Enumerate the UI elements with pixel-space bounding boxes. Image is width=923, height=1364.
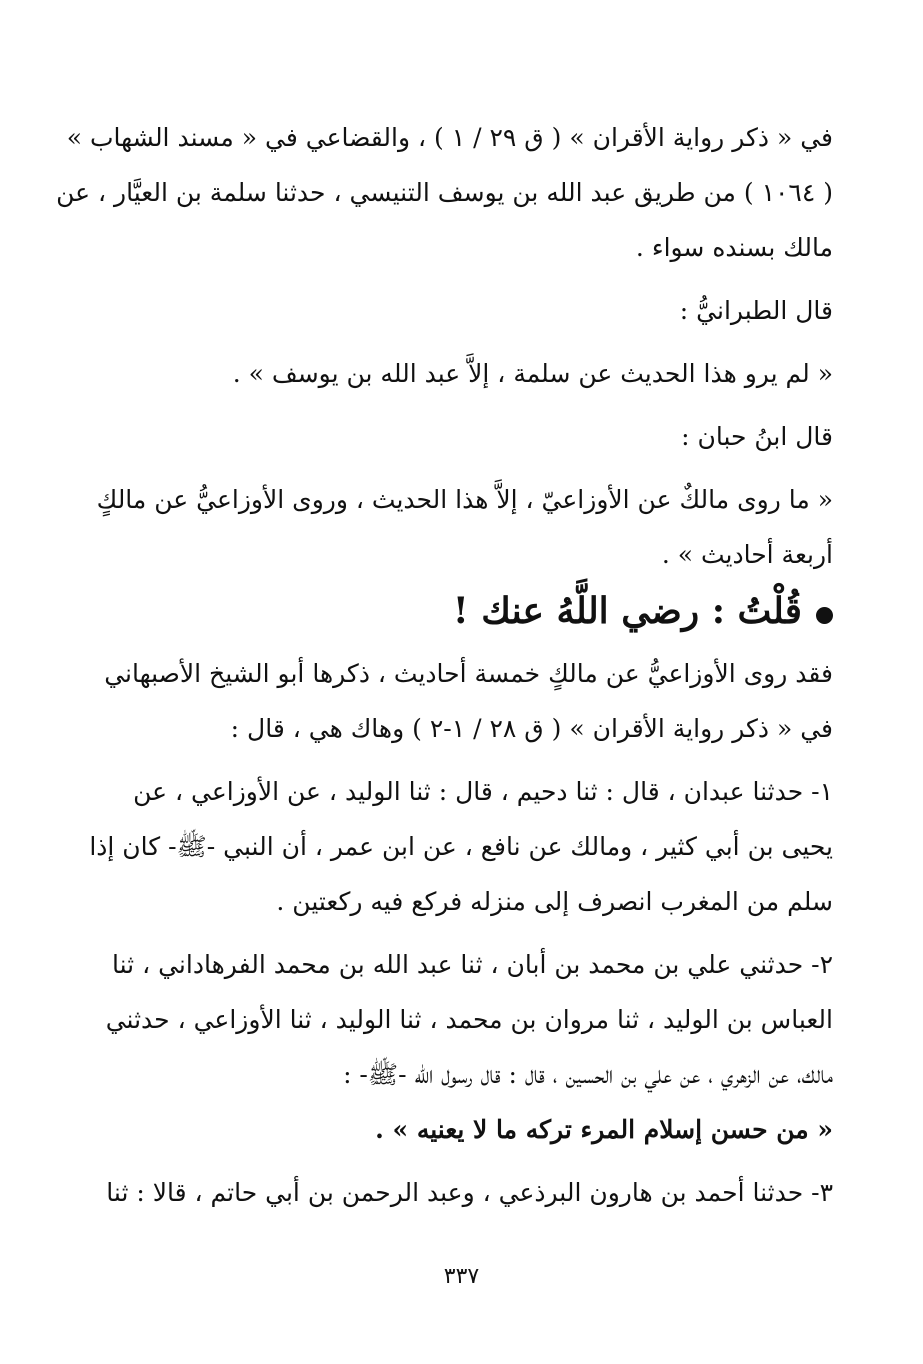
page-body: [56, 110, 833, 1220]
text-line: أربعة أحاديث » .: [661, 540, 833, 569]
heading-text: قُلْتُ : رضي اللَّهُ عنك !: [452, 590, 802, 632]
hadith-1: [89, 764, 833, 929]
text-line: العباس بن الوليد ، ثنا مروان بن محمد ، ثنا الوليد ، ثنا الأوزاعي ، حدثني: [105, 1005, 833, 1034]
text-line: يحيى بن أبي كثير ، ومالك عن نافع ، عن ابن عمر ، أن النبي -ﷺ- كان إذا: [89, 832, 833, 861]
bullet-icon: [816, 607, 833, 624]
text-line: مالك، عن الزهري ، عن علي بن الحسين ، قال : قال رسول الله -ﷺ- :: [343, 1060, 833, 1089]
page-number: ٣٣٧: [443, 1264, 480, 1289]
text-line: ١- حدثنا عبدان ، قال : ثنا دحيم ، قال : ثنا الوليد ، عن الأوزاعي ، عن: [133, 777, 833, 806]
text-line: مالك بسنده سواء .: [635, 233, 833, 262]
hadith-quote-line: « من حسن إسلام المرء تركه ما لا يعنيه » .: [375, 1115, 833, 1144]
paragraph-citation: [56, 110, 833, 275]
ibn-hibban-attribution: قال ابنُ حبان :: [681, 422, 833, 451]
hadith-3: ٣- حدثنا أحمد بن هارون البرذعي ، وعبد الرحمن بن أبي حاتم ، قالا : ثنا: [106, 1178, 833, 1207]
paragraph-intro: [104, 646, 833, 756]
tabarani-quote: « لم يرو هذا الحديث عن سلمة ، إلاَّ عبد الله بن يوسف » .: [232, 359, 833, 388]
section-heading: [108, 578, 833, 644]
text-line: ٢- حدثني علي بن محمد بن أبان ، ثنا عبد الله بن محمد الفرهاداني ، ثنا: [112, 950, 833, 979]
text-line: « ما روى مالكٌ عن الأوزاعيّ ، إلاَّ هذا الحديث ، وروى الأوزاعيُّ عن مالكٍ: [96, 485, 833, 514]
tabarani-attribution: قال الطبرانيُّ :: [679, 296, 833, 325]
hadith-2: [105, 937, 833, 1157]
text-line: فقد روى الأوزاعيُّ عن مالكٍ خمسة أحاديث ، ذكرها أبو الشيخ الأصبهاني: [104, 659, 833, 688]
ibn-hibban-quote: [96, 472, 833, 582]
text-line: سلم من المغرب انصرف إلى منزله فركع فيه ركعتين .: [276, 887, 833, 916]
text-line: ( ١٠٦٤ ) من طريق عبد الله بن يوسف التنيسي ، حدثنا سلمة بن العيَّار ، عن: [56, 178, 833, 207]
text-line: في « ذكر رواية الأقران » ( ق ٢٩ / ١ ) ، والقضاعي في « مسند الشهاب »: [66, 123, 833, 152]
text-line: في « ذكر رواية الأقران » ( ق ٢٨ / ١-٢ ) وهاك هي ، قال :: [230, 714, 833, 743]
